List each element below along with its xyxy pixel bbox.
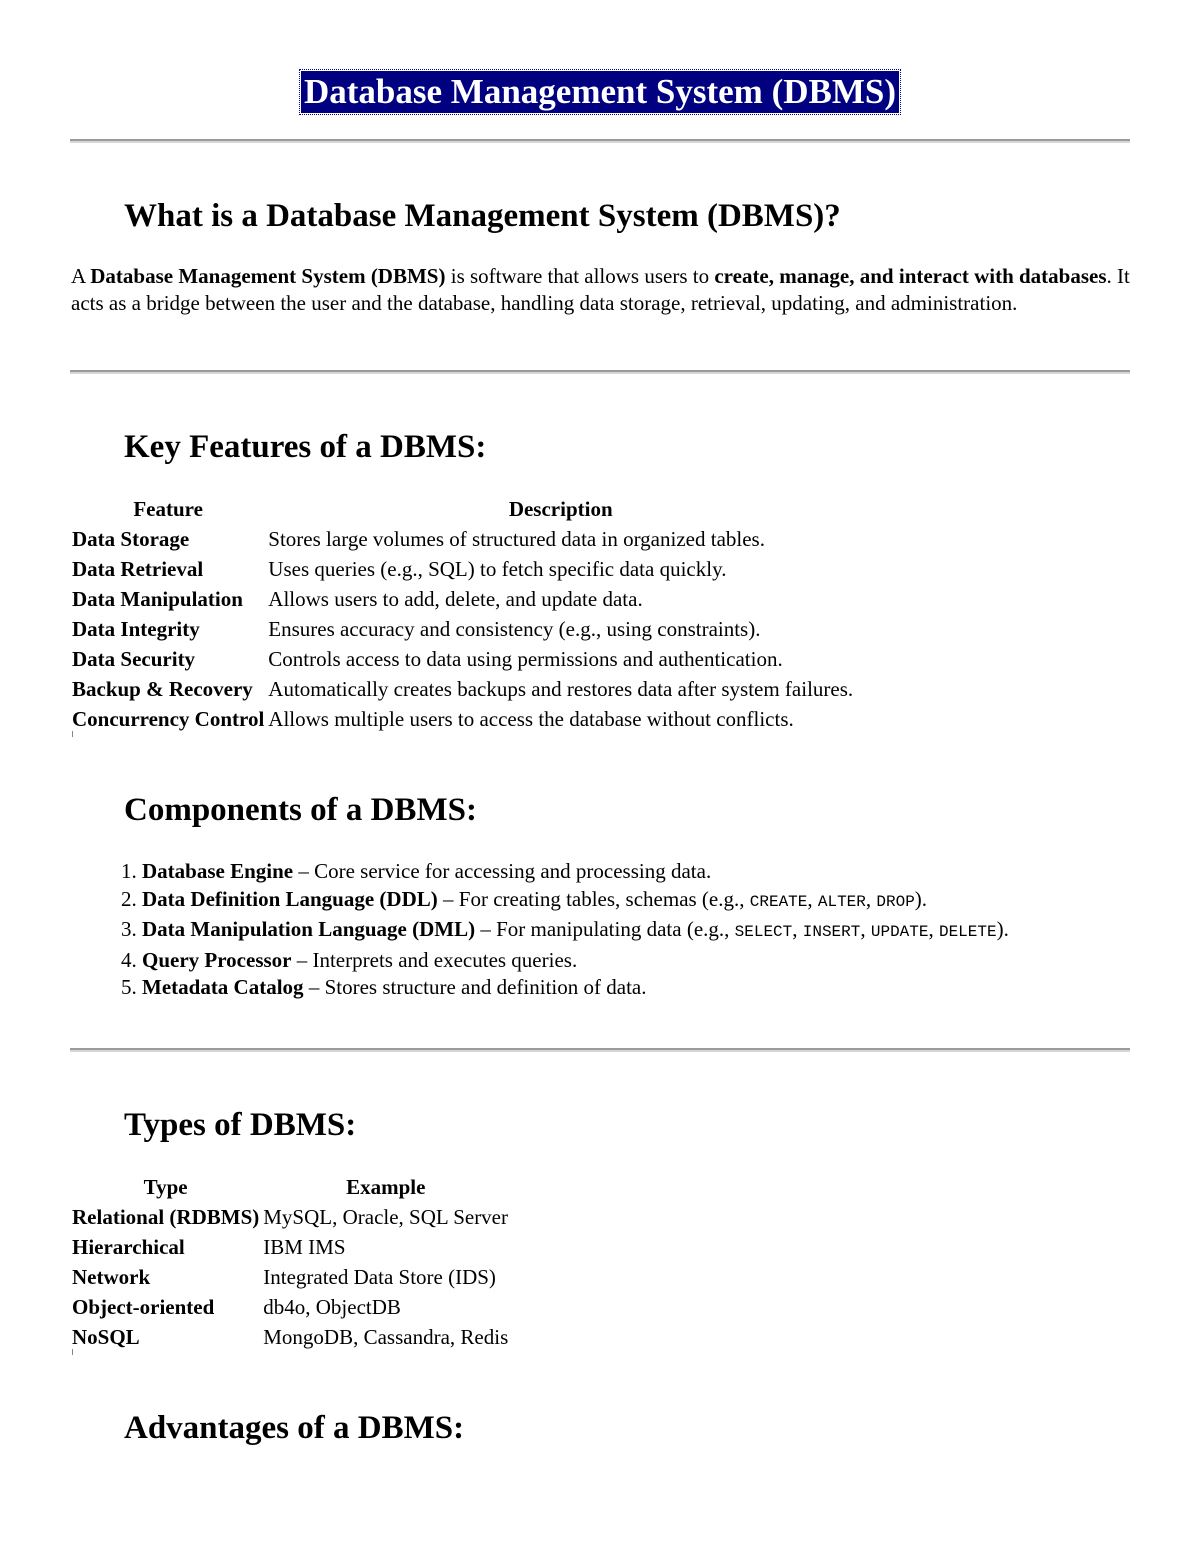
table-row — [70, 674, 855, 704]
feature-description: Uses queries (e.g., SQL) to fetch specific data quickly. — [268, 556, 727, 581]
dbms-example: MySQL, Oracle, SQL Server — [263, 1204, 509, 1229]
components-list — [100, 858, 1142, 1002]
dbms-example: db4o, ObjectDB — [263, 1294, 401, 1319]
sql-keyword: DROP — [876, 892, 915, 911]
table-header-row — [70, 1172, 510, 1202]
section-heading-components: Components of a DBMS: — [124, 792, 477, 828]
definition-text: is software that allows users to — [445, 264, 715, 288]
component-description-tail: ). — [996, 917, 1009, 941]
dbms-type: NoSQL — [72, 1324, 140, 1349]
document-title: Database Management System (DBMS) — [300, 70, 900, 114]
definition-paragraph — [71, 263, 1133, 317]
feature-name: Data Storage — [72, 526, 190, 551]
component-name: Data Definition Language (DDL) — [142, 886, 438, 911]
component-description-tail: ). — [914, 886, 928, 911]
component-description: – For creating tables, schemas (e.g., — [437, 886, 750, 911]
table-row — [70, 614, 855, 644]
feature-name: Backup & Recovery — [72, 676, 253, 701]
section-heading-features: Key Features of a DBMS: — [124, 429, 487, 465]
definition-text: . It acts as a bridge between the user and the database, handling data storage, retrieval, updating, and administration. — [71, 264, 1130, 315]
list-item — [142, 974, 1142, 1002]
features-table — [70, 494, 855, 734]
list-separator: , — [860, 917, 871, 941]
sql-keyword: DELETE — [938, 923, 997, 941]
definition-term: Database Management System (DBMS) — [90, 264, 446, 288]
section-heading-what-is: What is a Database Management System (DBMS)? — [124, 198, 841, 234]
list-separator: , — [928, 917, 939, 941]
title-bar — [0, 70, 1200, 114]
types-table — [70, 1172, 510, 1352]
feature-description: Stores large volumes of structured data in organized tables. — [268, 526, 765, 551]
list-separator: , — [865, 886, 877, 911]
table-row — [70, 644, 855, 674]
definition-text: A — [71, 264, 91, 288]
table-row — [70, 1202, 510, 1232]
column-header-example: Example — [346, 1174, 426, 1199]
dbms-type: Relational (RDBMS) — [72, 1204, 260, 1229]
column-header-type: Type — [143, 1174, 188, 1199]
horizontal-rule — [70, 1048, 1130, 1052]
component-name: Query Processor — [142, 947, 292, 972]
dbms-type: Hierarchical — [72, 1234, 185, 1259]
table-row — [70, 1232, 510, 1262]
dbms-type: Network — [72, 1264, 151, 1289]
column-header-feature: Feature — [133, 496, 203, 521]
component-description: – Core service for accessing and processing data. — [293, 859, 712, 883]
feature-name: Data Integrity — [72, 616, 200, 641]
component-description: – For manipulating data (e.g., — [475, 917, 735, 941]
column-header-description: Description — [508, 496, 613, 521]
table-row — [70, 1292, 510, 1322]
component-name: Database Engine — [142, 859, 294, 883]
dbms-example: MongoDB, Cassandra, Redis — [263, 1324, 509, 1349]
component-name: Data Manipulation Language (DML) — [142, 917, 476, 941]
feature-description: Ensures accuracy and consistency (e.g., using constraints). — [268, 616, 761, 641]
sql-keyword: INSERT — [802, 923, 861, 941]
list-item — [142, 947, 1142, 975]
table-row — [70, 1262, 510, 1292]
feature-name: Concurrency Control — [72, 706, 265, 731]
feature-name: Data Security — [72, 646, 196, 671]
types-table-body — [70, 1202, 510, 1352]
definition-emphasis: create, manage, and interact with databases — [714, 264, 1107, 288]
table-row — [70, 1322, 510, 1352]
list-separator: , — [807, 886, 818, 911]
section-heading-types: Types of DBMS: — [124, 1107, 357, 1143]
horizontal-rule — [70, 139, 1130, 143]
sql-keyword: ALTER — [817, 892, 866, 911]
list-item — [142, 886, 1142, 917]
sql-keyword: UPDATE — [870, 923, 929, 941]
list-separator: , — [792, 917, 803, 941]
list-item — [142, 858, 1142, 886]
table-header-row — [70, 494, 855, 524]
feature-description: Automatically creates backups and restores data after system failures. — [268, 676, 854, 701]
feature-description: Allows users to add, delete, and update data. — [268, 586, 643, 611]
table-row — [70, 524, 855, 554]
list-item — [142, 916, 1142, 947]
dbms-example: IBM IMS — [263, 1234, 346, 1259]
sql-keyword: CREATE — [749, 892, 808, 911]
table-row — [70, 704, 855, 734]
sql-keyword: SELECT — [734, 923, 793, 941]
feature-name: Data Manipulation — [72, 586, 243, 611]
dbms-type: Object-oriented — [72, 1294, 215, 1319]
feature-description: Controls access to data using permissions and authentication. — [268, 646, 783, 671]
component-description: – Interprets and executes queries. — [291, 947, 578, 972]
feature-description: Allows multiple users to access the database without conflicts. — [268, 706, 794, 731]
table-end-mark — [72, 1349, 73, 1355]
table-row — [70, 554, 855, 584]
table-end-mark — [72, 731, 73, 737]
table-row — [70, 584, 855, 614]
component-name: Metadata Catalog — [142, 975, 304, 999]
component-description: – Stores structure and definition of data. — [303, 975, 647, 999]
dbms-example: Integrated Data Store (IDS) — [263, 1264, 496, 1289]
features-table-body — [70, 524, 855, 734]
feature-name: Data Retrieval — [72, 556, 204, 581]
section-heading-advantages: Advantages of a DBMS: — [124, 1410, 465, 1446]
horizontal-rule — [70, 370, 1130, 374]
